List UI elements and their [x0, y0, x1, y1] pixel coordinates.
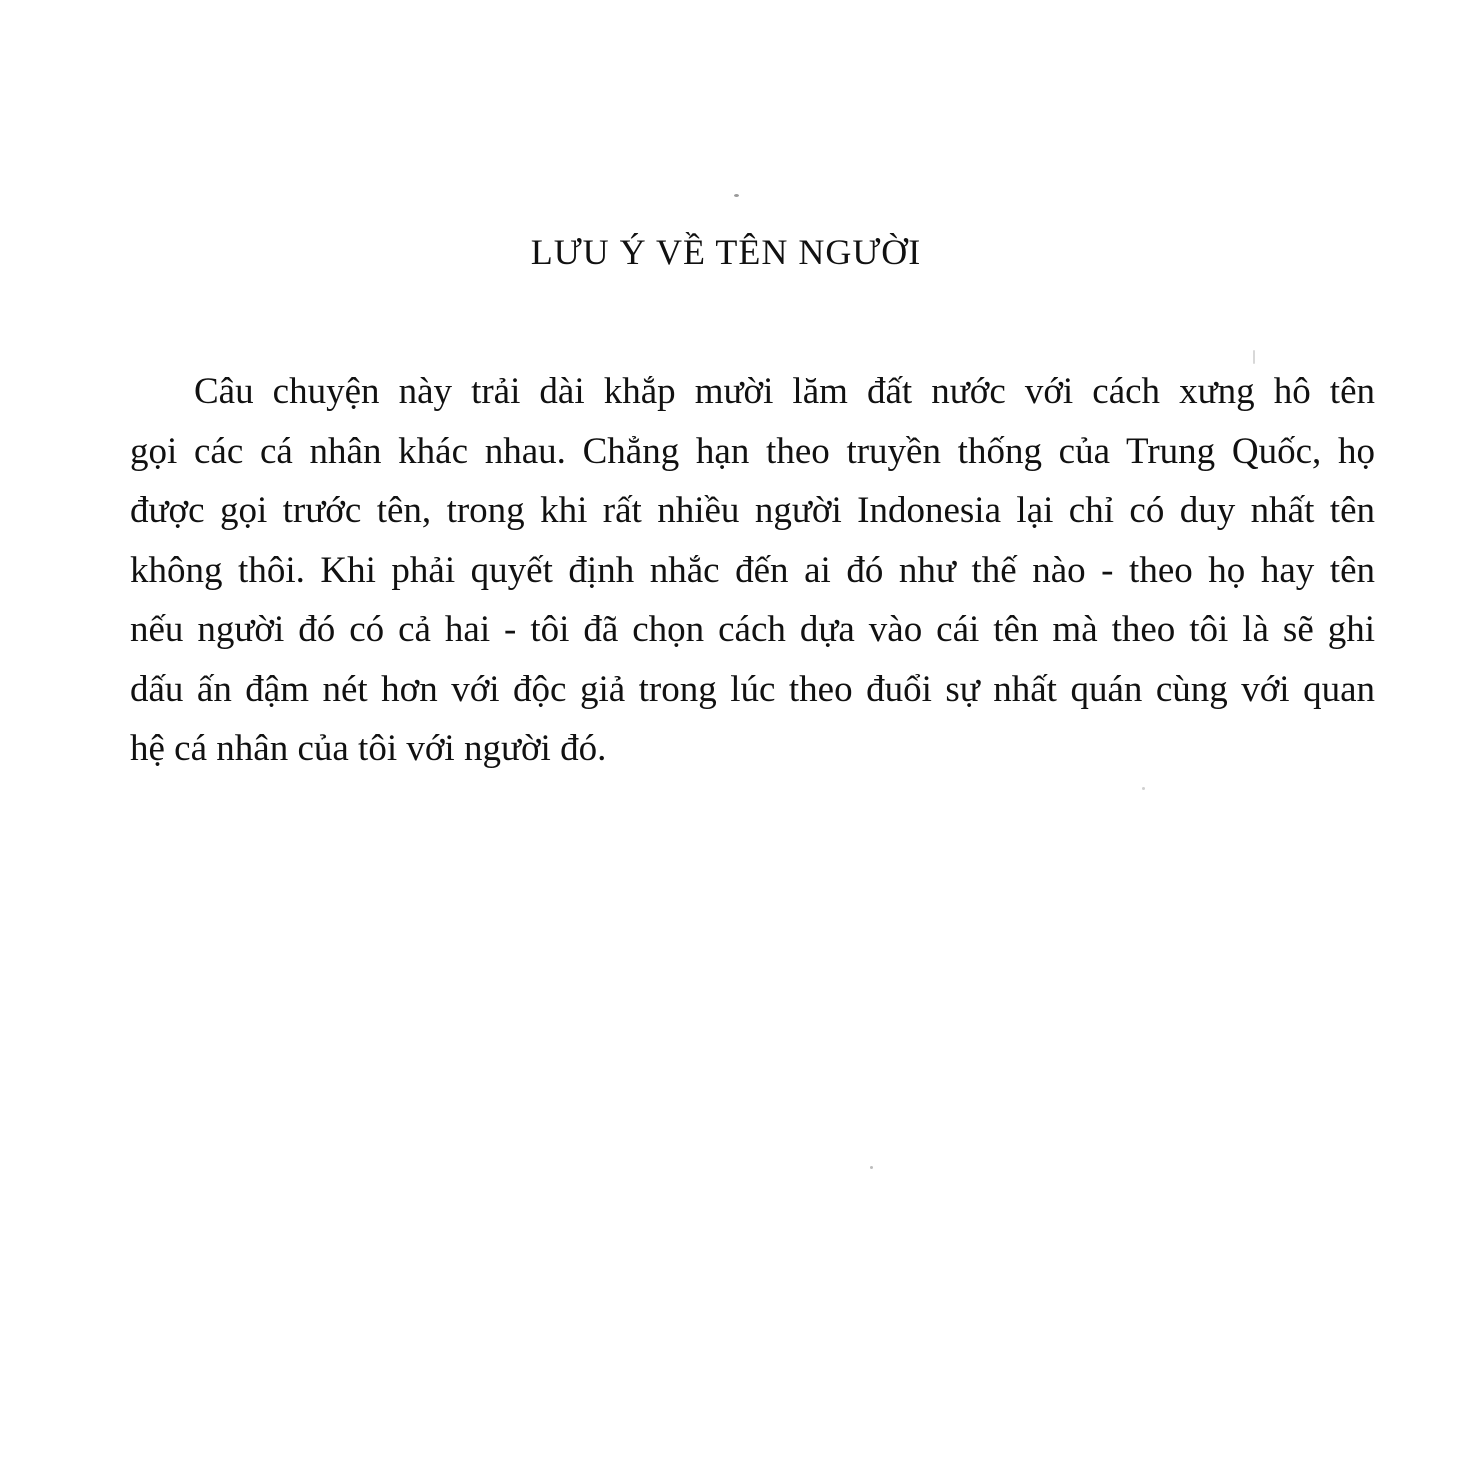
scan-speck	[734, 194, 739, 197]
paragraph-line: gọi các cá nhân khác nhau. Chẳng hạn theo truyền thống của Trung Quốc, họ	[130, 430, 1375, 472]
scan-speck	[1142, 787, 1145, 790]
page-heading: LƯU Ý VỀ TÊN NGƯỜI	[530, 232, 922, 272]
paragraph-line: nếu người đó có cả hai - tôi đã chọn cách dựa vào cái tên mà theo tôi là sẽ ghi	[130, 609, 1375, 650]
paragraph-line: không thôi. Khi phải quyết định nhắc đến ai đó như thế nào - theo họ hay tên	[130, 549, 1375, 591]
paragraph-line: dấu ấn đậm nét hơn với độc giả trong lúc theo đuổi sự nhất quán cùng với quan	[130, 668, 1375, 710]
note-paragraph	[130, 362, 1375, 779]
paragraph-line: Câu chuyện này trải dài khắp mười lăm đất nước với cách xưng hô tên	[194, 371, 1375, 412]
scan-speck	[870, 1166, 873, 1169]
paragraph-line: hệ cá nhân của tôi với người đó.	[130, 728, 607, 769]
paragraph-line: được gọi trước tên, trong khi rất nhiều người Indonesia lại chỉ có duy nhất tên	[130, 490, 1375, 531]
